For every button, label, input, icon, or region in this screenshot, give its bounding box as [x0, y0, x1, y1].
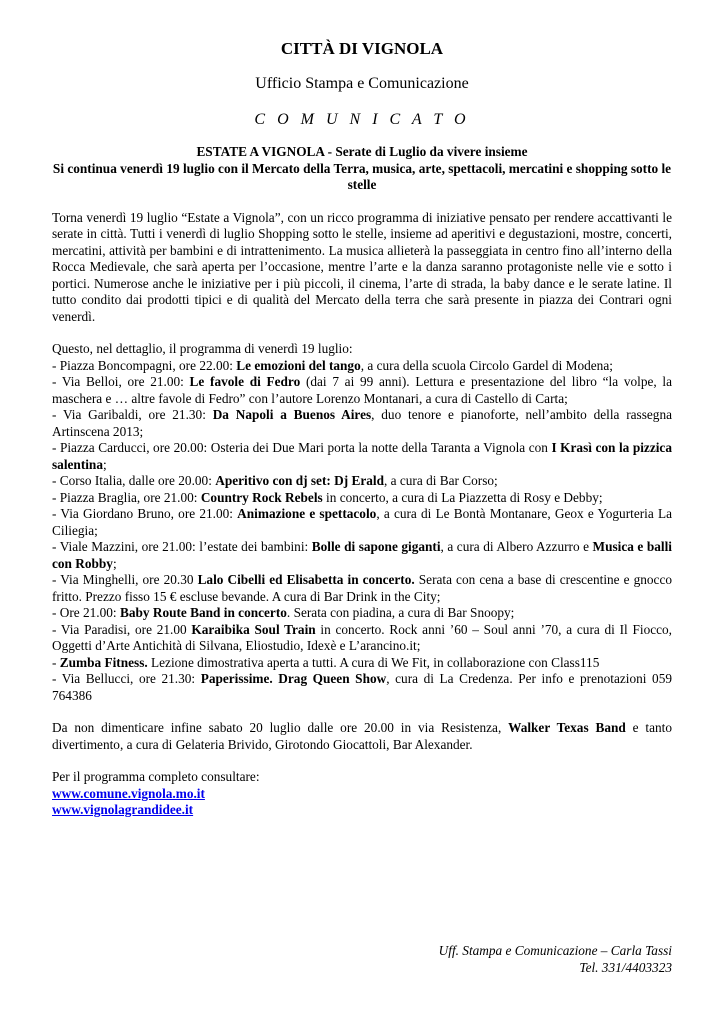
program-item-post: , a cura di Le Bontà Montanare, Geox e Yogurteria La Ciliegia; — [52, 506, 672, 538]
program-item-bold: Bolle di sapone giganti — [311, 539, 441, 554]
program-item-pre: - Piazza Boncompagni, ore 22.00: — [52, 357, 237, 373]
signature — [439, 942, 672, 976]
program-item — [52, 407, 672, 440]
program-item-bold: Le emozioni del tango — [236, 357, 361, 373]
program-item-bold: Aperitivo con dj set: Dj Erald — [215, 473, 384, 488]
program-item-pre: - Via Giordano Bruno, ore 21.00: — [52, 506, 238, 521]
program-section — [52, 341, 672, 704]
saturday-band: Walker Texas Band — [508, 720, 626, 735]
program-item — [52, 473, 672, 490]
program-item-post: , a cura di Albero Azzurro e — [440, 539, 593, 554]
links-intro: Per il programma completo consultare: — [52, 769, 260, 784]
city-title: CITTÀ DI VIGNOLA — [280, 39, 444, 58]
signature-office: Uff. Stampa e Comunicazione – Carla Tassi — [438, 943, 672, 958]
program-item-pre: - Viale Mazzini, ore 21.00: l’estate dei bambini: — [52, 539, 312, 554]
program-item-pre: - — [52, 654, 60, 670]
saturday-text-pre: Da non dimenticare infine sabato 20 luglio dalle ore 20.00 in via Resistenza, — [52, 720, 509, 735]
program-item-post: , duo tenore e pianoforte, nell’ambito della rassegna Artinscena 2013; — [52, 407, 672, 439]
program-item — [52, 358, 672, 375]
program-item-pre: - Corso Italia, dalle ore 20.00: — [52, 473, 216, 488]
program-item — [52, 490, 672, 507]
headline-line-2: Si continua venerdì 19 luglio con il Mercato della Terra, musica, arte, spettacoli, mercatini e shopping sotto le stelle — [52, 160, 672, 192]
program-item-pre: - Via Paradisi, ore 21.00 — [52, 621, 192, 637]
link-vignolagrandidee[interactable]: www.vignolagrandidee.it — [52, 802, 194, 817]
office-name: Ufficio Stampa e Comunicazione — [255, 75, 469, 92]
program-item — [52, 539, 672, 572]
program-item — [52, 506, 672, 539]
program-item — [52, 374, 672, 407]
program-item-bold: Da Napoli a Buenos Aires — [212, 407, 372, 422]
program-item — [52, 572, 672, 605]
intro-paragraph: Torna venerdì 19 luglio “Estate a Vignola”, con un ricco programma di iniziative pensato per rendere accattivanti le serate in città. Tutti i venerdì di luglio Shopping sotto le stelle, insieme ad aperitivi e degustazioni, mostre, concerti, mercatini, attività per bambini e di intrattenimento. La musica allieterà la passeggiata in centro fino all’interno della Rocca Medievale, che sarà aperta per l’occasione, mentre l’arte e la danza saranno protagoniste nelle vie e sotto i portici. Numerose anche le iniziative per i più piccoli, il cinema, l’arte di strada, la baby dance e le serate latine. Il tutto condito dai prodotti tipici e di qualità del Mercato della terra che sarà presente in piazza dei Contrari ogni venerdì. — [52, 209, 672, 324]
program-item-post: (dai 7 ai 99 anni). Lettura e presentazione del libro “la volpe, la maschera e … altre favole di Fedro” con l’autore Lorenzo Montanari, a cura di Castello di Carta; — [52, 374, 672, 406]
program-item-post: . Serata con piadina, a cura di Bar Snoopy; — [286, 605, 515, 620]
letterhead — [52, 38, 672, 130]
program-item-bold: I Krasì con la pizzica salentina — [52, 440, 672, 472]
program-item-bold: Animazione e spettacolo — [237, 506, 377, 521]
saturday-text-post: e tanto divertimento, a cura di Gelateria Brivido, Girotondo Giocattoli, Bar Alexander. — [52, 720, 672, 752]
document-type: C O M U N I C A T O — [254, 111, 470, 128]
program-item-pre: - Ore 21.00: — [52, 605, 120, 620]
program-item-post: , a cura della scuola Circolo Gardel di Modena; — [360, 357, 613, 373]
headline — [52, 144, 672, 194]
program-item-bold: Paperissime. Drag Queen Show — [200, 671, 387, 686]
links-section — [52, 769, 672, 819]
program-item-pre: - Piazza Carducci, ore 20.00: Osteria dei Due Mari porta la notte della Taranta a Vignola con — [52, 440, 552, 455]
link-comune-vignola[interactable]: www.comune.vignola.mo.it — [52, 785, 205, 801]
program-item — [52, 622, 672, 655]
program-item-pre: - Piazza Braglia, ore 21.00: — [52, 489, 201, 505]
program-item-post: , cura di La Credenza. Per info e prenotazioni 059 764386 — [52, 671, 672, 703]
program-item-post: in concerto. Rock anni ’60 – Soul anni ’70, a cura di Il Fiocco, Oggetti d’Arte Antichità di Silvana, Eliostudio, Idexè e L’arancino.it; — [52, 621, 672, 653]
saturday-paragraph — [52, 720, 672, 753]
program-item-bold: Country Rock Rebels — [200, 489, 323, 505]
program-item-bold2: Musica e balli con Robby — [52, 539, 672, 571]
program-item-bold: Karaibika Soul Train — [191, 621, 316, 637]
program-item — [52, 605, 672, 622]
program-item — [52, 440, 672, 473]
program-intro: Questo, nel dettaglio, il programma di venerdì 19 luglio: — [52, 341, 353, 356]
program-item-post: Lezione dimostrativa aperta a tutti. A cura di We Fit, in collaborazione con Class115 — [147, 654, 600, 670]
program-item-pre: - Via Garibaldi, ore 21.30: — [52, 407, 213, 422]
program-item-pre: - Via Minghelli, ore 20.30 — [52, 572, 198, 587]
headline-line-1: ESTATE A VIGNOLA - Serate di Luglio da vivere insieme — [196, 144, 528, 159]
program-item-bold: Baby Route Band in concerto — [119, 605, 287, 620]
program-item-post2: ; — [112, 555, 117, 571]
program-item-bold: Zumba Fitness. — [59, 654, 148, 670]
program-item-post: , a cura di Bar Corso; — [384, 473, 498, 488]
program-list — [52, 358, 672, 705]
program-item-post: in concerto, a cura di La Piazzetta di Rosy e Debby; — [322, 489, 603, 505]
program-item-bold: Lalo Cibelli ed Elisabetta in concerto. — [197, 572, 415, 587]
document-page — [52, 38, 672, 819]
program-item — [52, 671, 672, 704]
program-item — [52, 655, 672, 672]
program-item-pre: - Via Belloi, ore 21.00: — [52, 374, 190, 389]
program-item-bold: Le favole di Fedro — [189, 374, 301, 389]
program-item-post: Serata con cena a base di crescentine e gnocco fritto. Prezzo fisso 15 € escluse bevande. A cura di Bar Drink in the City; — [52, 572, 672, 604]
signature-phone: Tel. 331/4403323 — [579, 960, 672, 975]
program-item-post: ; — [102, 456, 107, 472]
program-item-pre: - Via Bellucci, ore 21.30: — [52, 671, 201, 686]
